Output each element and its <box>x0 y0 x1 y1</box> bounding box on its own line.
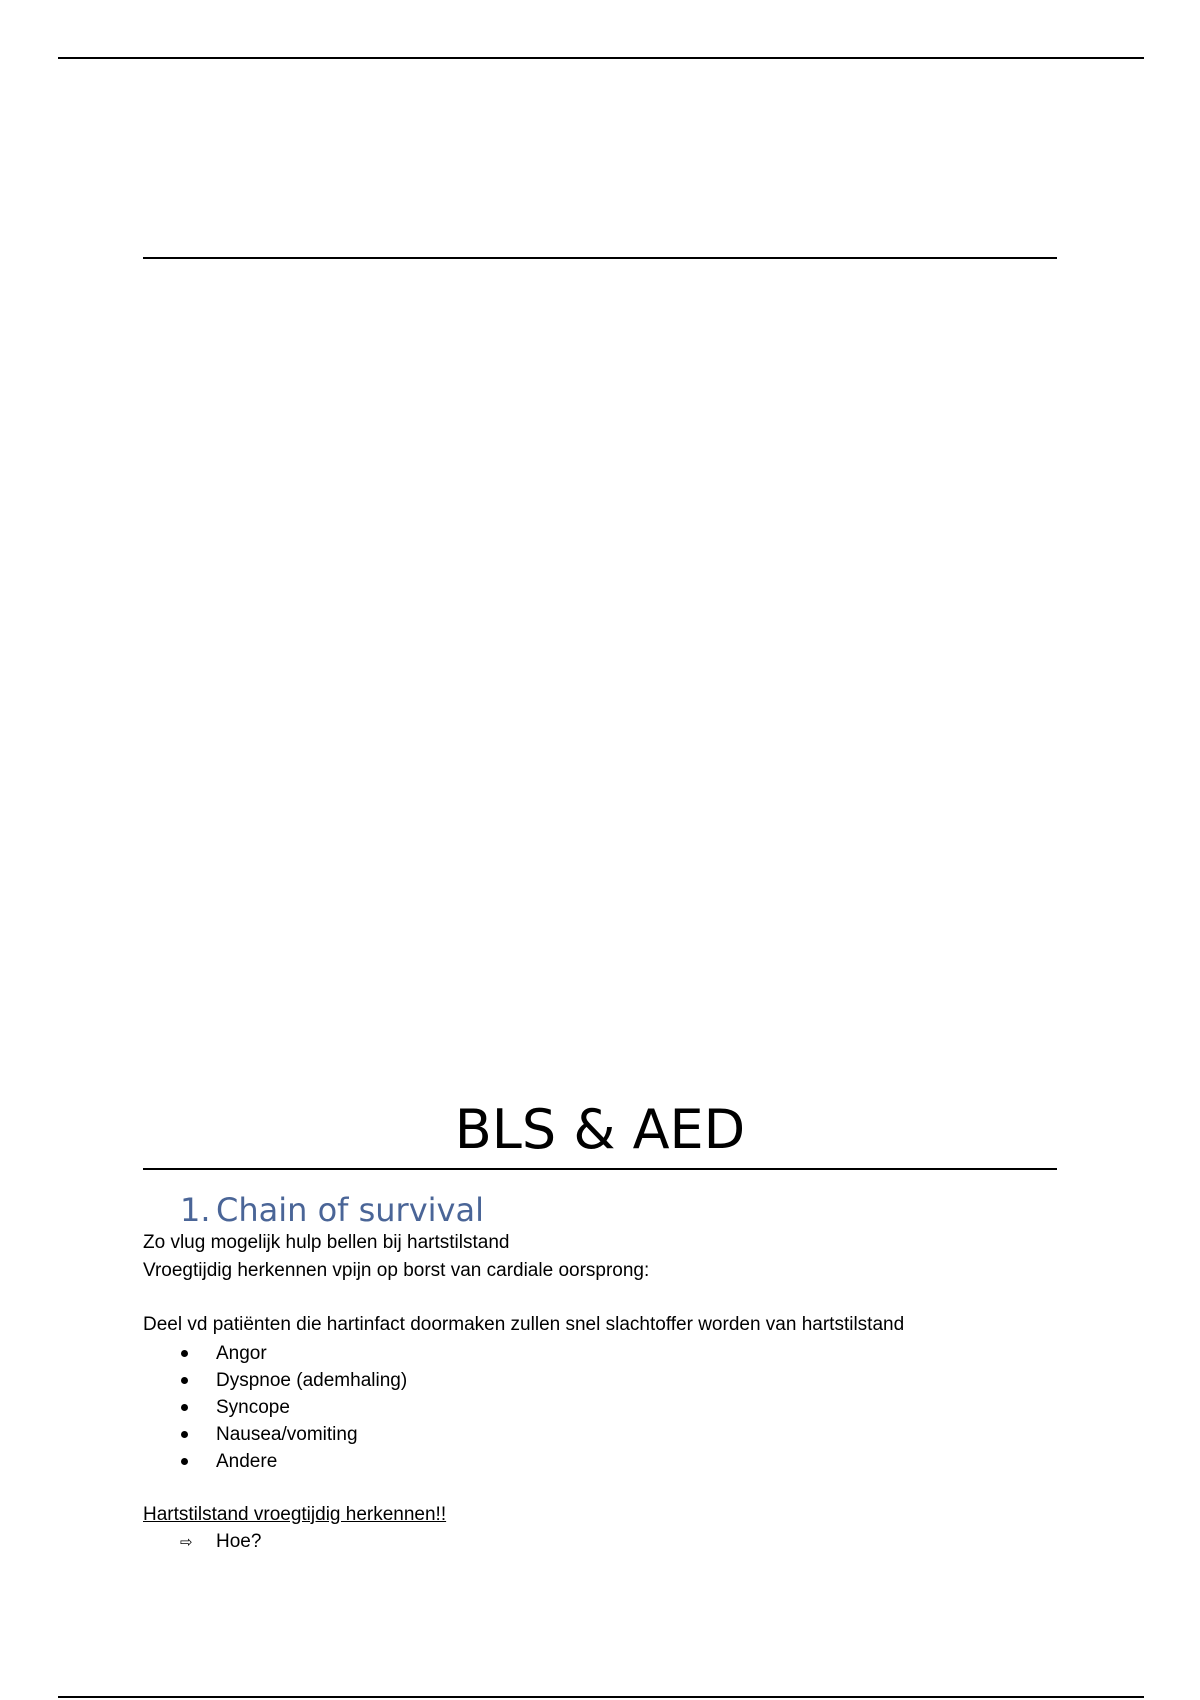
section-heading <box>180 1190 484 1230</box>
paragraph: Vroegtijdig herkennen vpijn op borst van cardiale oorsprong: <box>143 1260 650 1281</box>
list-item <box>180 1448 407 1475</box>
bullet-icon <box>181 1431 188 1438</box>
section-heading-text: Chain of survival <box>216 1191 484 1229</box>
list-item <box>180 1340 407 1367</box>
title-page-top-rule <box>143 257 1057 259</box>
section-number: 1. <box>180 1191 211 1229</box>
symptom-list <box>180 1340 407 1475</box>
bullet-icon <box>181 1377 188 1384</box>
header-rule <box>58 57 1144 59</box>
list-item-label: Andere <box>216 1451 278 1472</box>
arrow-list-item <box>180 1529 261 1555</box>
list-item <box>180 1367 407 1394</box>
list-item-label: Angor <box>216 1343 267 1364</box>
paragraph: Zo vlug mogelijk hulp bellen bij hartstilstand <box>143 1232 510 1253</box>
footer-rule <box>58 1696 1144 1698</box>
arrow-item-label: Hoe? <box>216 1531 262 1552</box>
bullet-icon <box>181 1458 188 1465</box>
list-item <box>180 1394 407 1421</box>
bullet-icon <box>181 1404 188 1411</box>
document-title: BLS & AED <box>454 1098 746 1161</box>
underlined-note: Hartstilstand vroegtijdig herkennen!! <box>143 1504 447 1525</box>
paragraph: Deel vd patiënten die hartinfact doormaken zullen snel slachtoffer worden van hartstilstand <box>143 1314 905 1335</box>
bullet-icon <box>181 1350 188 1357</box>
list-item <box>180 1421 407 1448</box>
title-underline-rule <box>143 1168 1057 1170</box>
arrow-right-icon: ⇨ <box>180 1533 193 1551</box>
list-item-label: Syncope <box>216 1397 290 1418</box>
list-item-label: Nausea/vomiting <box>216 1424 358 1445</box>
list-item-label: Dyspnoe (ademhaling) <box>216 1370 408 1391</box>
